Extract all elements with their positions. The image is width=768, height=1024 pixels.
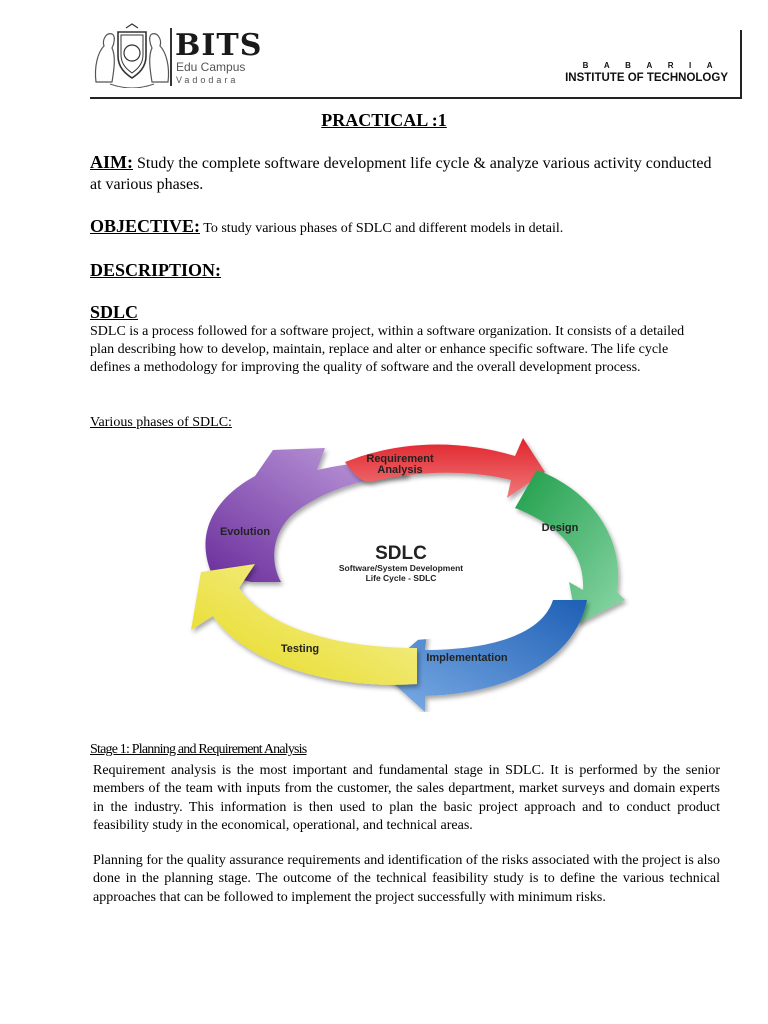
center-subtitle-2: Life Cycle - SDLC	[365, 573, 437, 583]
label-analysis: Analysis	[377, 464, 423, 476]
babaria-text: BABARIA	[582, 61, 728, 70]
page-header	[90, 20, 740, 98]
header-vertical-rule	[740, 30, 742, 98]
label-testing: Testing	[280, 643, 320, 655]
phases-label: Various phases of SDLC:	[90, 415, 232, 430]
center-title: SDLC	[375, 543, 427, 564]
logo-location: Vadodara	[176, 75, 239, 85]
bits-logo	[90, 22, 310, 88]
logo-divider	[170, 28, 172, 86]
center-subtitle-1: Software/System Development	[338, 563, 464, 573]
stage1-heading: Stage 1: Planning and Requirement Analysis	[90, 742, 307, 757]
stage1-paragraph-2: Planning for the quality assurance requirements and identification of the risks associated with the project is also done in the planning stage. The outcome of the technical feasibility study is to define the various technical approaches that can be followed to implement the project successfully with minimum risks.	[93, 853, 720, 905]
label-requirement: Requirement	[366, 453, 434, 465]
header-rule	[90, 97, 742, 99]
sdlc-paragraph: SDLC is a process followed for a software project, within a software organization. It consists of a detailed plan describing how to develop, maintain, replace and alter or enhance specific software. The life cycle defines a methodology for improving the quality of software and the overall development process.	[90, 324, 685, 375]
stage1-paragraph-1: Requirement analysis is the most important and fundamental stage in SDLC. It is performed by the senior members of the team with inputs from the customer, the sales department, market surveys and domain experts in the industry. This information is then used to plan the basic project approach and to conduct product feasibility study in the economical, operational, and technical areas.	[93, 763, 720, 833]
sdlc-heading: SDLC	[90, 302, 139, 322]
label-design: Design	[541, 522, 579, 534]
crest-icon	[90, 22, 174, 88]
aim-paragraph	[90, 152, 720, 195]
description-heading: DESCRIPTION:	[90, 260, 222, 280]
objective-paragraph	[90, 216, 720, 237]
sdlc-diagram	[185, 432, 630, 712]
objective-label: OBJECTIVE:	[90, 216, 201, 236]
objective-text: To study various phases of SDLC and different models in detail.	[200, 221, 564, 236]
label-implementation: Implementation	[426, 652, 508, 664]
label-evolution: Evolution	[219, 526, 271, 538]
aim-text: Study the complete software development life cycle & analyze various activity conducted at various phases.	[90, 155, 712, 193]
requirement-arrow	[345, 438, 545, 498]
logo-wordmark: BITS	[175, 28, 263, 63]
page-title: PRACTICAL :1	[321, 110, 447, 130]
institute-name: INSTITUTE OF TECHNOLOGY	[565, 72, 728, 84]
aim-label: AIM:	[90, 152, 133, 172]
logo-subtitle: Edu Campus	[176, 60, 246, 74]
